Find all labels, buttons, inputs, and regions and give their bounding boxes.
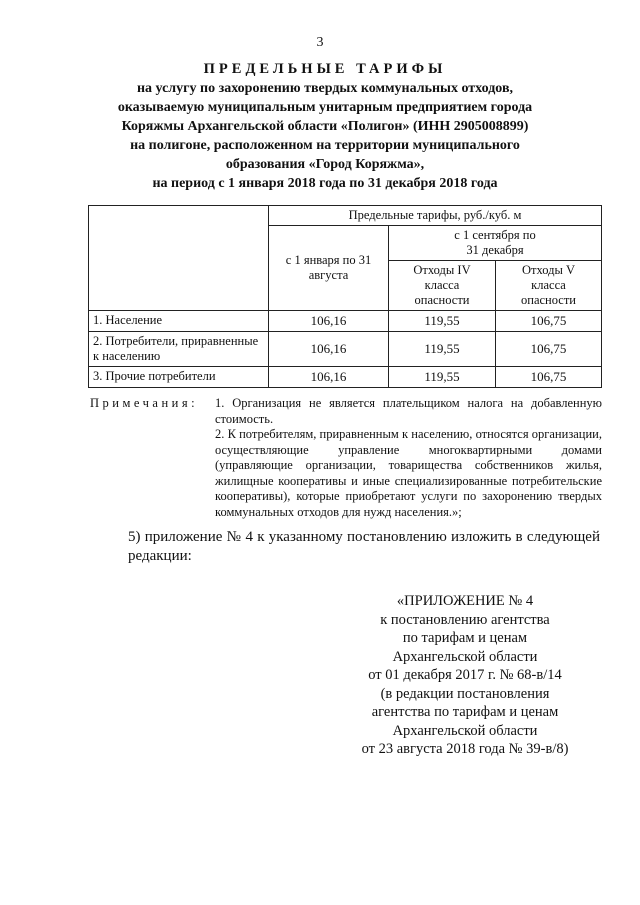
paragraph-5-text: 5) приложение № 4 к указанному постановлению изложить в следующей редакции: [128, 529, 600, 564]
title-main: ПРЕДЕЛЬНЫЕ ТАРИФЫ [203, 61, 447, 77]
table-corner-cell [89, 206, 269, 311]
appendix-line: Архангельской области [392, 648, 538, 665]
cell-value: 106,16 [269, 311, 389, 332]
header-period1: с 1 января по 31 августа [269, 226, 389, 311]
notes-label: Примечания: [90, 396, 199, 410]
appendix-line: к постановлению агентства [380, 611, 550, 628]
row-label: 3. Прочие потребители [89, 367, 269, 388]
appendix-line: (в редакции постановления [380, 685, 550, 702]
note-item: 1. Организация не является плательщиком налога на добавленную стоимость. [215, 396, 602, 426]
paragraph-5 [90, 528, 600, 566]
header-waste5: Отходы V класса опасности [496, 261, 602, 311]
appendix-line: агентства по тарифам и ценам [371, 704, 559, 720]
cell-value: 106,75 [496, 311, 602, 332]
cell-value: 119,55 [389, 332, 496, 367]
table-row [89, 311, 602, 332]
header-waste4: Отходы IV класса опасности [389, 261, 496, 311]
title-line: на услугу по захоронению твердых коммунальных отходов, [136, 81, 514, 96]
appendix-line: от 23 августа 2018 года № 39-в/8) [361, 741, 569, 757]
cell-value: 106,16 [269, 367, 389, 388]
title-line: на период с 1 января 2018 года по 31 декабря 2018 года [152, 176, 498, 191]
title-line: оказываемую муниципальным унитарным предприятием города [117, 100, 533, 115]
title-line: Коряжмы Архангельской области «Полигон» (ИНН 2905008899) [121, 119, 529, 134]
appendix-line: по тарифам и ценам [402, 630, 528, 646]
appendix-line: «ПРИЛОЖЕНИЕ № 4 [396, 593, 534, 609]
table-row [89, 332, 602, 367]
header-main: Предельные тарифы, руб./куб. м [269, 206, 602, 226]
title-line: на полигоне, расположенном на территории муниципального [130, 138, 520, 153]
table-row [89, 367, 602, 388]
cell-value: 119,55 [389, 311, 496, 332]
notes-body [215, 396, 602, 520]
appendix-header [335, 592, 595, 759]
appendix-line: от 01 декабря 2017 г. № 68-в/14 [368, 667, 562, 683]
header-period2: с 1 сентября по 31 декабря [389, 226, 602, 261]
cell-value: 106,75 [496, 332, 602, 367]
appendix-line: Архангельской области [392, 722, 538, 739]
table-header-row [89, 206, 602, 226]
cell-value: 119,55 [389, 367, 496, 388]
page-number: 3 [316, 35, 324, 50]
cell-value: 106,16 [269, 332, 389, 367]
row-label: 1. Население [89, 311, 269, 332]
tariff-table [88, 205, 602, 388]
title-line: образования «Город Коряжма», [225, 157, 425, 172]
row-label: 2. Потребители, приравненные к населению [89, 332, 269, 367]
cell-value: 106,75 [496, 367, 602, 388]
document-title [90, 60, 560, 193]
note-item: 2. К потребителям, приравненным к населению, относятся организации, осуществляющие управление многоквартирными домами (управляющие организации, товарищества собственников жилья, жилищные кооперативы и иные специализированные потребительские кооперативы), которые приобретают услуги по захоронению твердых коммунальных отходов для нужд населения.»; [215, 427, 602, 519]
